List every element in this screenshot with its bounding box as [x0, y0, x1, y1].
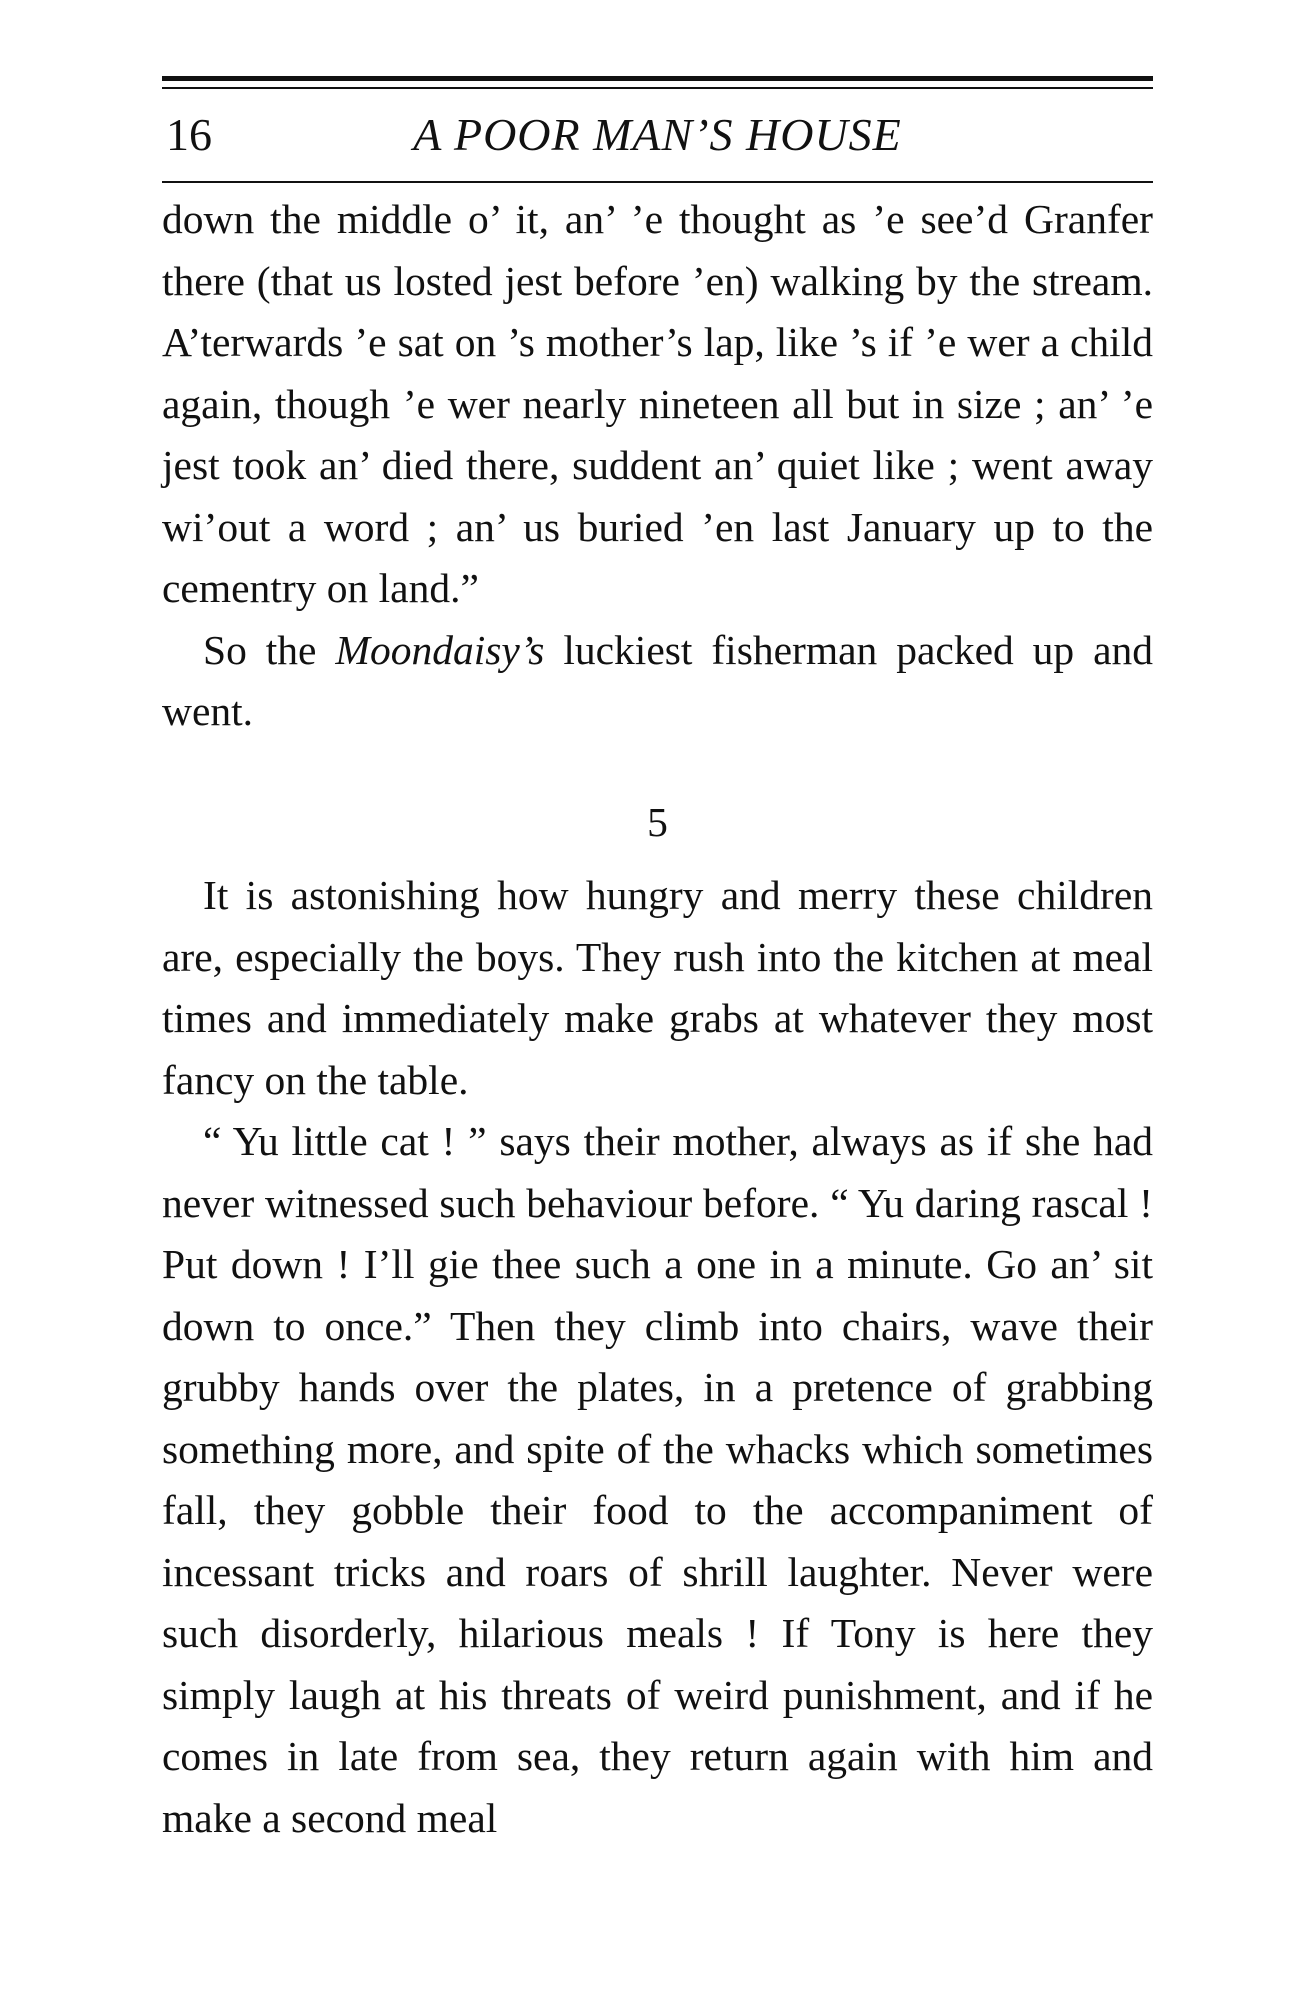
paragraph-text: So the: [203, 626, 336, 673]
ship-name: Moondaisy’s: [335, 626, 545, 673]
paragraph-text: luckiest fisherman packed up and went.: [162, 626, 1154, 734]
book-page: [162, 76, 1153, 1849]
paragraph: “ Yu little cat ! ” says their mother, always as if she had never witnessed such behaviour before. “ Yu daring rascal ! Put down ! I’ll gie thee such a one in a minute. Go an’ sit down to once.” Then they climb into chairs, wave their grubby hands over the plates, in a pretence of grabbing something more, and spite of the whacks which sometimes fall, they gobble their food to the accompaniment of incessant tricks and roars of shrill laughter. Never were such disorderly, hilarious meals ! If Tony is here they simply laugh at his threats of weird punishment, and if he comes in late from sea, they return again with him and make a second meal: [162, 1118, 1153, 1841]
header-rule-thick: [162, 76, 1153, 81]
running-head: [162, 89, 1153, 181]
paragraph: [162, 620, 1153, 743]
body-text: [162, 189, 1153, 1849]
paragraph: down the middle o’ it, an’ ’e thought as ’e see’d Granfer there (that us losted jest before ’en) walking by the stream. A’terwards ’e sat on ’s mother’s lap, like ’s if ’e wer a child again, though ’e wer nearly nineteen all but in size ; an’ ’e jest took an’ died there, suddent an’ quiet like ; went away wi’out a word ; an’ us buried ’en last January up to the cementry on land.”: [162, 196, 1153, 611]
header-rule-bottom: [162, 181, 1153, 183]
paragraph: It is astonishing how hungry and merry these children are, especially the boys. They rush into the kitchen at meal times and immediately make grabs at whatever they most fancy on the table.: [162, 872, 1153, 1103]
running-title: A POOR MAN’S HOUSE: [413, 109, 902, 160]
page-number: 16: [166, 109, 212, 160]
section-number: 5: [647, 798, 668, 845]
